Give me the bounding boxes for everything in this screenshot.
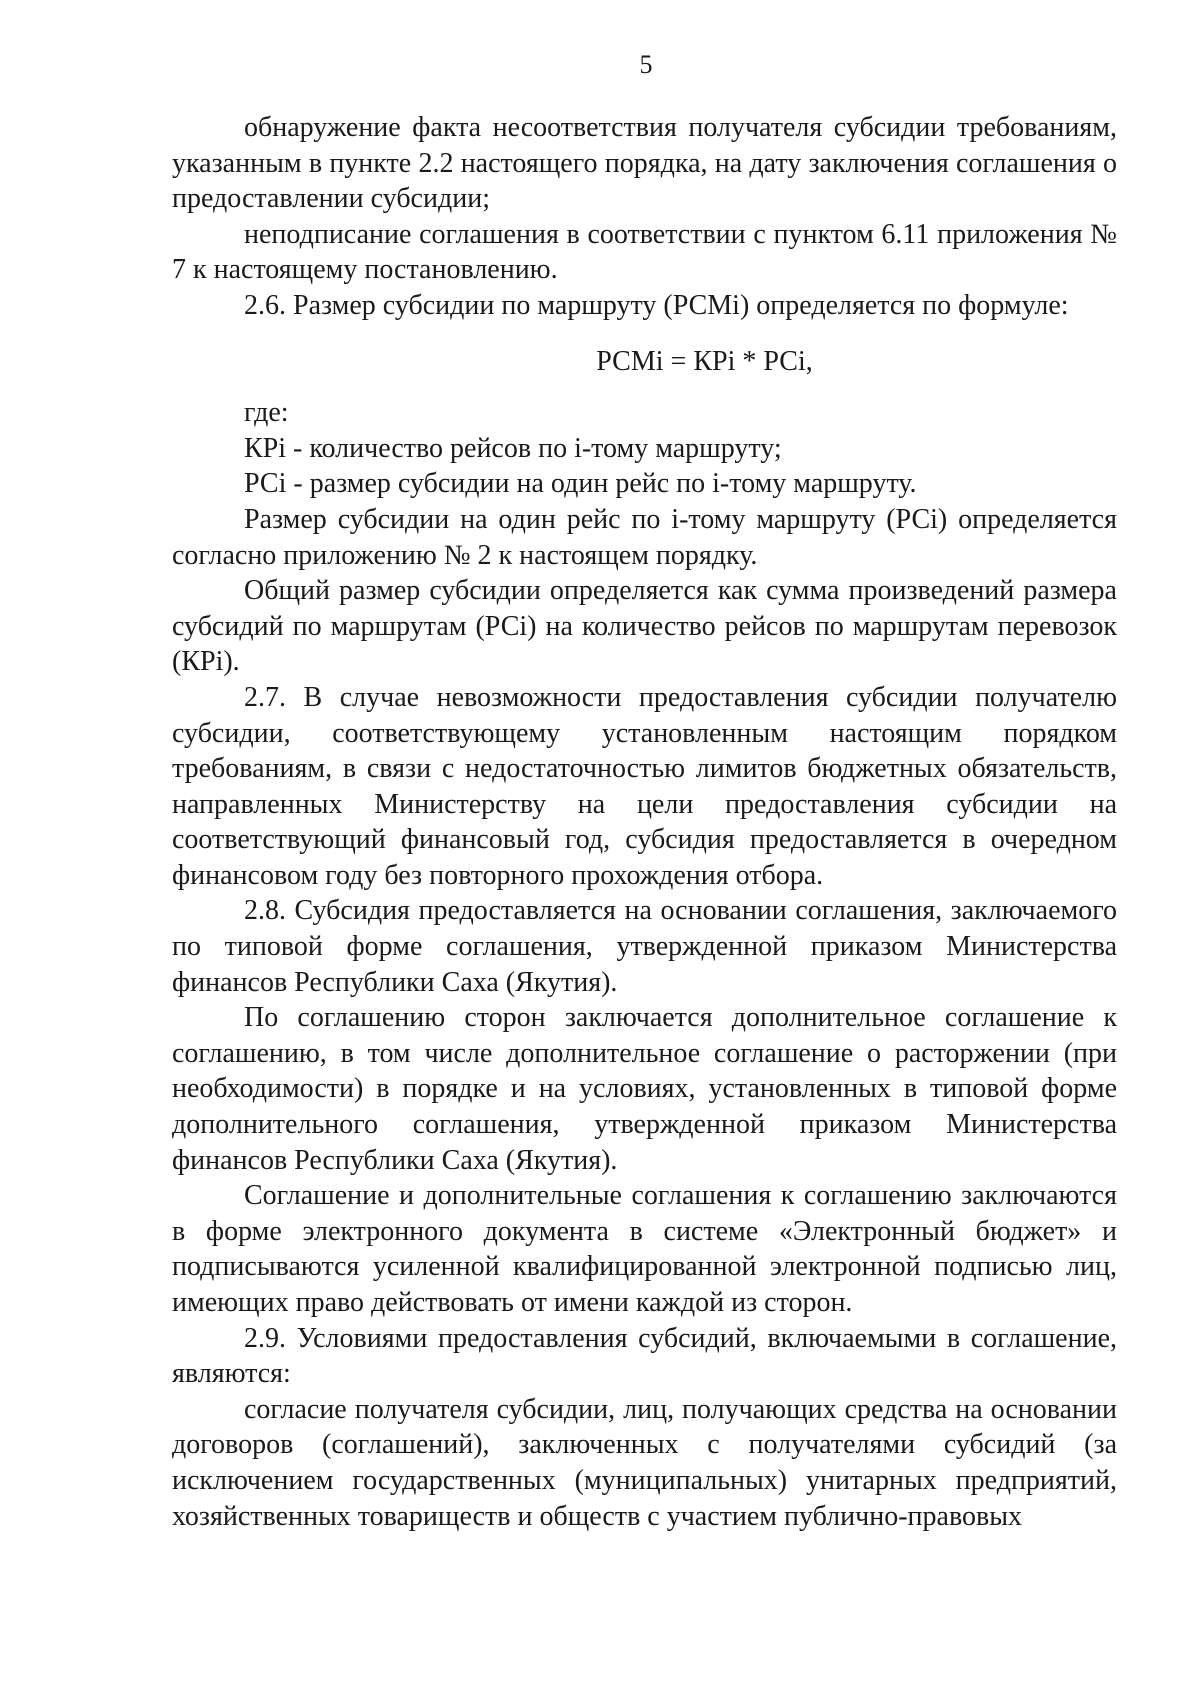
document-body — [172, 110, 1117, 1534]
definition-rsi: РСi - размер субсидии на один рейс по i-тому маршруту. — [244, 468, 917, 500]
paragraph-consent: согласие получателя субсидии, лиц, получающих средства на основании договоров (соглашений), заключенных с получателями субсидий (за исключением государственных (муниципальных) унитарных предприятий, хозяйственных товариществ и обществ с участием публично-правовых — [172, 1393, 1117, 1532]
paragraph-electronic-budget: Соглашение и дополнительные соглашения к соглашению заключаются в форме электронного документа в системе «Электронный бюджет» и подписываются усиленной квалифицированной электронной подписью лиц, имеющих право действовать от имени каждой из сторон. — [172, 1180, 1117, 1318]
paragraph-2-7: 2.7. В случае невозможности предоставления субсидии получателю субсидии, соответствующему установленным настоящим порядком требованиям, в связи с недостаточностью лимитов бюджетных обязательств, направленных Министерству на цели предоставления субсидии на соответствующий финансовый год, субсидия предоставляется в очередном финансовом году без повторного прохождения отбора. — [172, 681, 1117, 891]
paragraph-unsigned-agreement: неподписание соглашения в соответствии с пунктом 6.11 приложения № 7 к настоящему постановлению. — [172, 218, 1117, 286]
paragraph-2-8: 2.8. Субсидия предоставляется на основании соглашения, заключаемого по типовой форме соглашения, утвержденной приказом Министерства финансов Республики Саха (Якутия). — [172, 895, 1117, 998]
paragraph-noncompliance: обнаружение факта несоответствия получателя субсидии требованиям, указанным в пункте 2.2 настоящего порядка, на дату заключения соглашения о предоставлении субсидии; — [172, 112, 1117, 215]
paragraph-rsi-appendix: Размер субсидии на один рейс по i-тому маршруту (РСi) определяется согласно приложению № 2 к настоящем порядку. — [172, 503, 1117, 571]
definition-kri: КРi - количество рейсов по i-тому маршруту; — [244, 432, 782, 464]
page-number: 5 — [639, 50, 653, 79]
paragraph-total-subsidy: Общий размер субсидии определяется как сумма произведений размера субсидий по маршрутам (РСi) на количество рейсов по маршрутам перевозок (КРi). — [172, 575, 1117, 678]
paragraph-2-9: 2.9. Условиями предоставления субсидий, включаемыми в соглашение, являются: — [172, 1322, 1117, 1390]
paragraph-where: где: — [244, 397, 289, 429]
formula: РСМi = КРi * РСi, — [596, 345, 813, 377]
paragraph-2-6: 2.6. Размер субсидии по маршруту (РСМi) определяется по формуле: — [244, 289, 1069, 321]
paragraph-additional-agreement: По соглашению сторон заключается дополнительное соглашение к соглашению, в том числе дополнительное соглашение о расторжении (при необходимости) в порядке и на условиях, установленных в типовой форме дополнительного соглашения, утвержденной приказом Министерства финансов Республики Саха (Якутия). — [172, 1002, 1117, 1176]
